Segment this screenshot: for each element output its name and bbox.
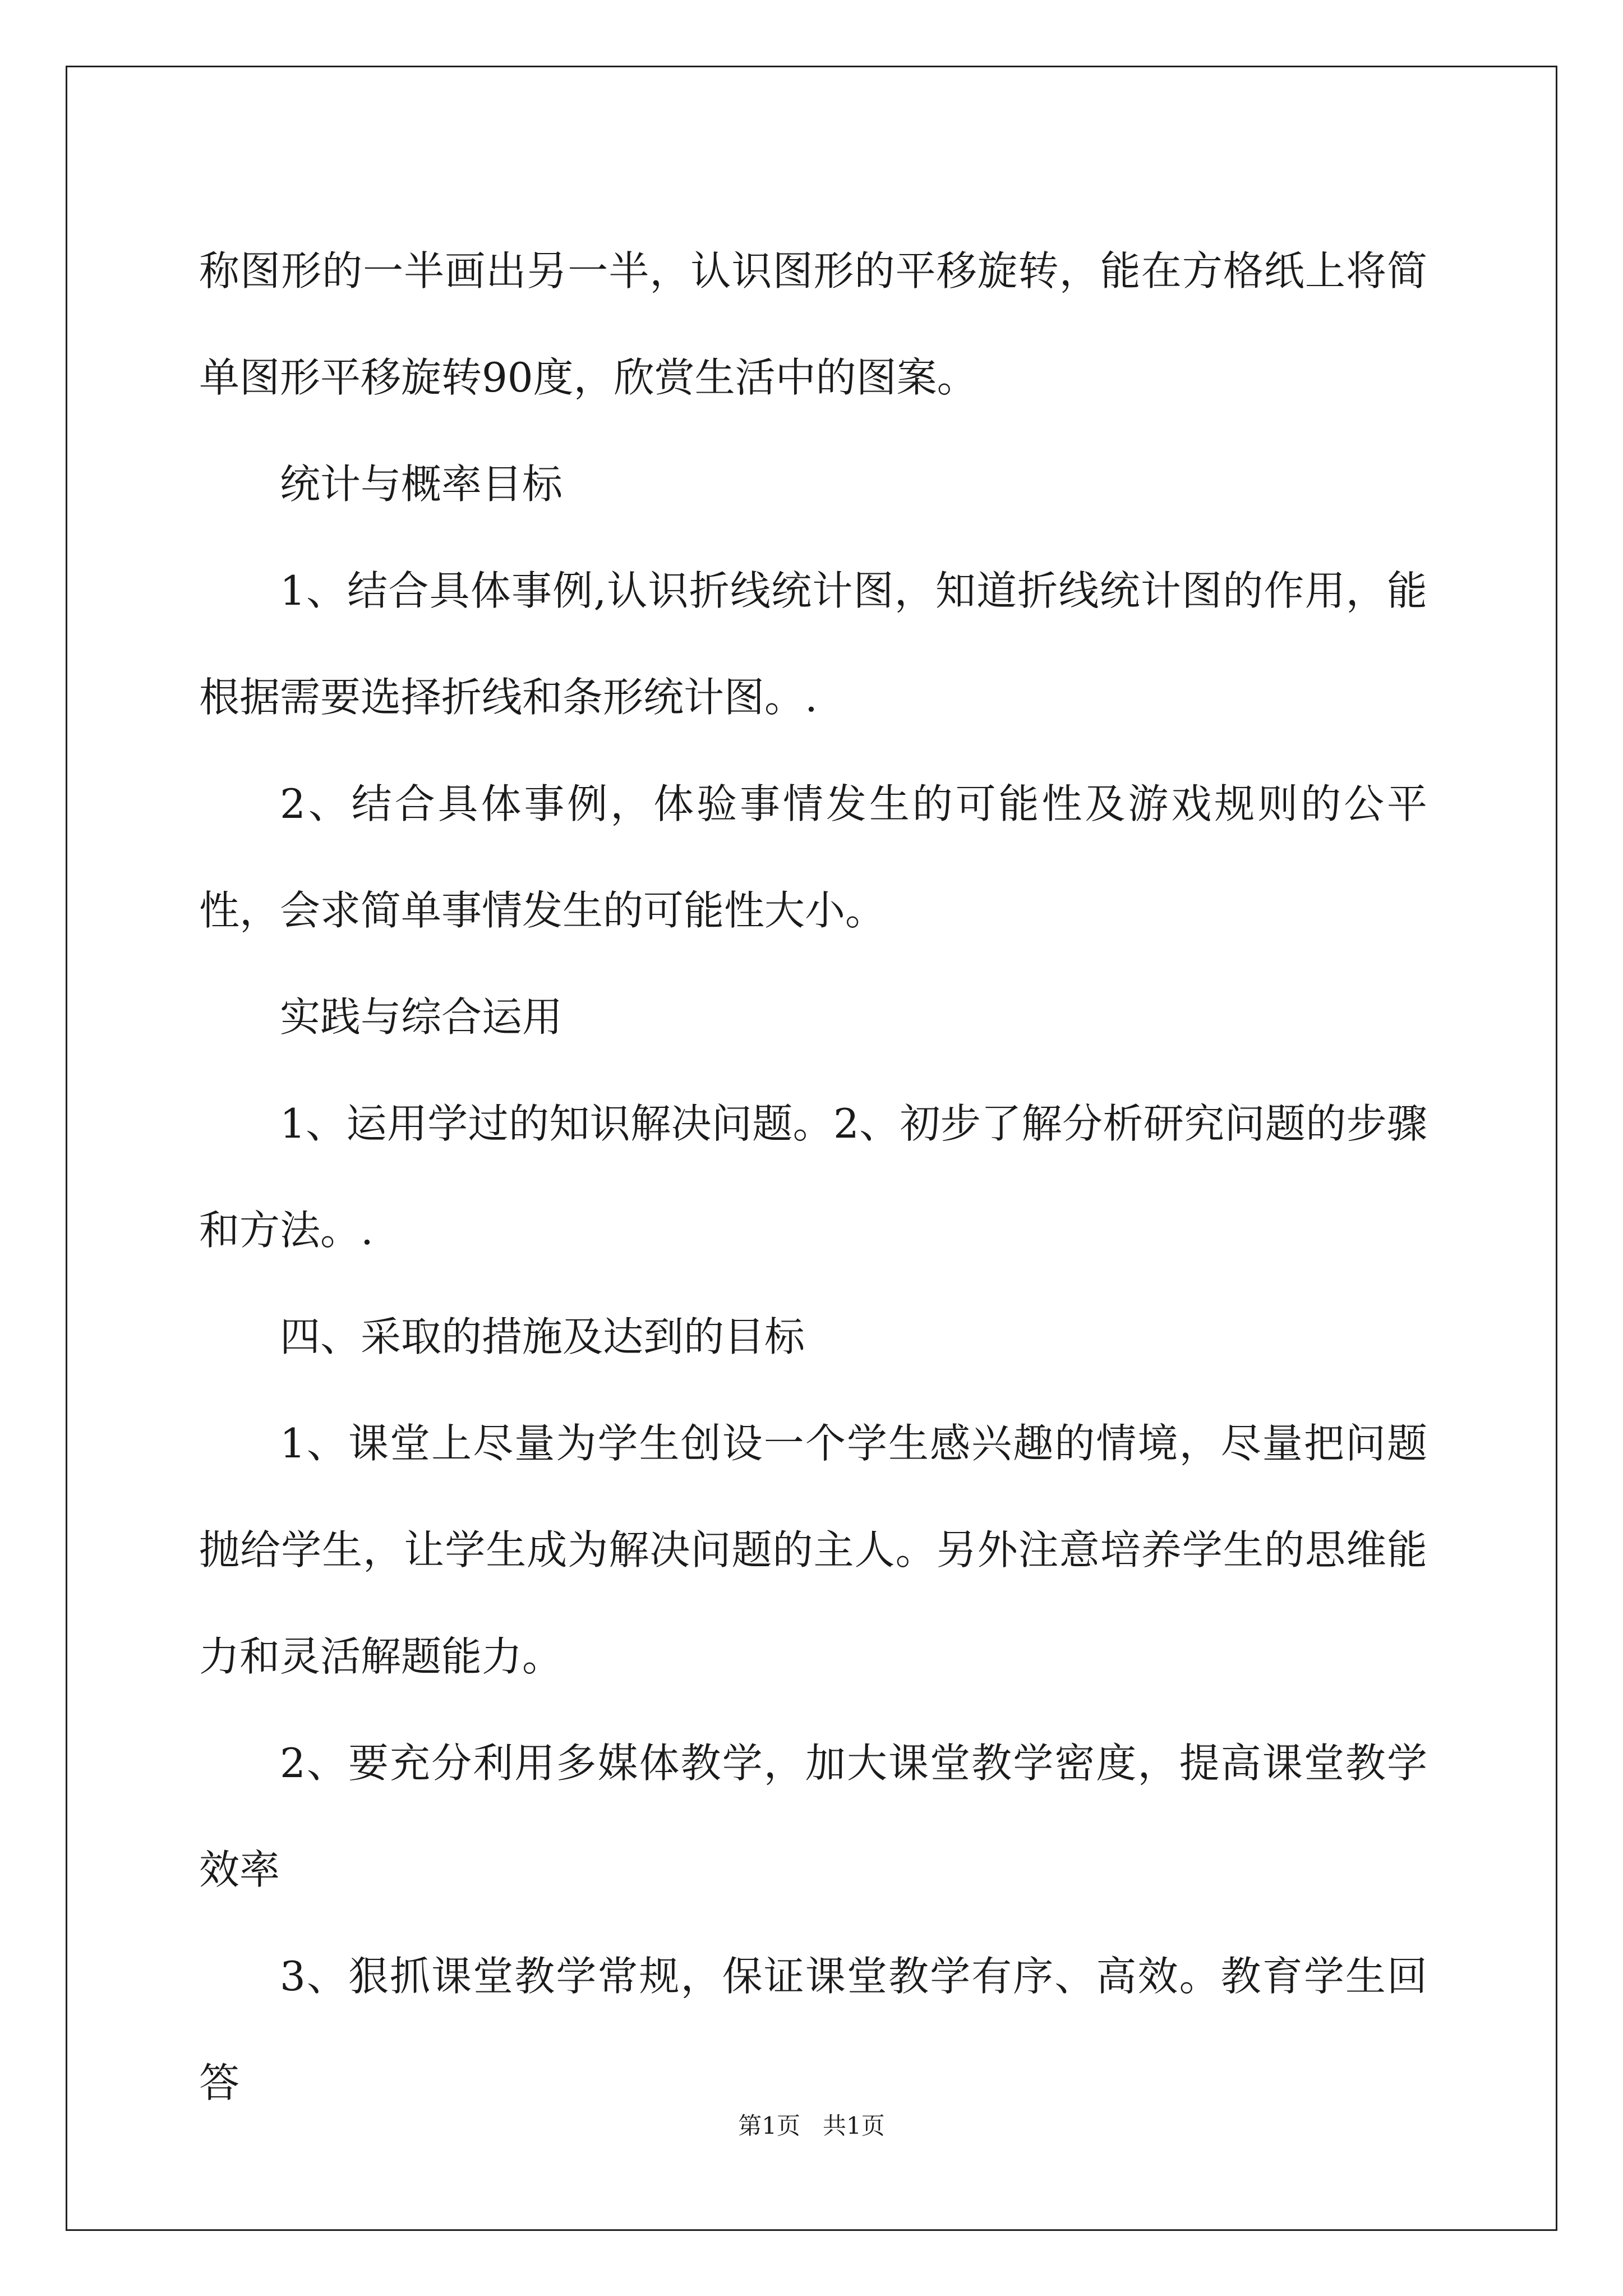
section-heading: 统计与概率目标 — [280, 461, 563, 508]
paragraph: 1、运用学过的知识解决问题。2、初步了解分析研究问题的步骤和方法。. — [199, 1100, 1427, 1254]
paragraph: 称图形的一半画出另一半，认识图形的平移旋转，能在方格纸上将简单图形平移旋转90度，欣赏生活中的图案。 — [199, 247, 1427, 401]
document-body — [199, 218, 1427, 2136]
paragraph: 2、要充分利用多媒体教学，加大课堂教学密度，提高课堂教学效率 — [199, 1740, 1427, 1893]
page-footer: 第1页 共1页 — [738, 2112, 885, 2139]
paragraph: 1、课堂上尽量为学生创设一个学生感兴趣的情境，尽量把问题抛给学生，让学生成为解决问题的主人。另外注意培养学生的思维能力和灵活解题能力。 — [199, 1420, 1427, 1680]
section-heading: 四、采取的措施及达到的目标 — [280, 1313, 805, 1360]
paragraph: 1、结合具体事例,认识折线统计图，知道折线统计图的作用，能根据需要选择折线和条形统计图。. — [199, 567, 1427, 721]
paragraph: 2、结合具体事例，体验事情发生的可能性及游戏规则的公平性，会求简单事情发生的可能性大小。 — [199, 780, 1427, 934]
paragraph: 3、狠抓课堂教学常规，保证课堂教学有序、高效。教育学生回答 — [199, 1953, 1427, 2106]
section-heading: 实践与综合运用 — [280, 993, 563, 1041]
